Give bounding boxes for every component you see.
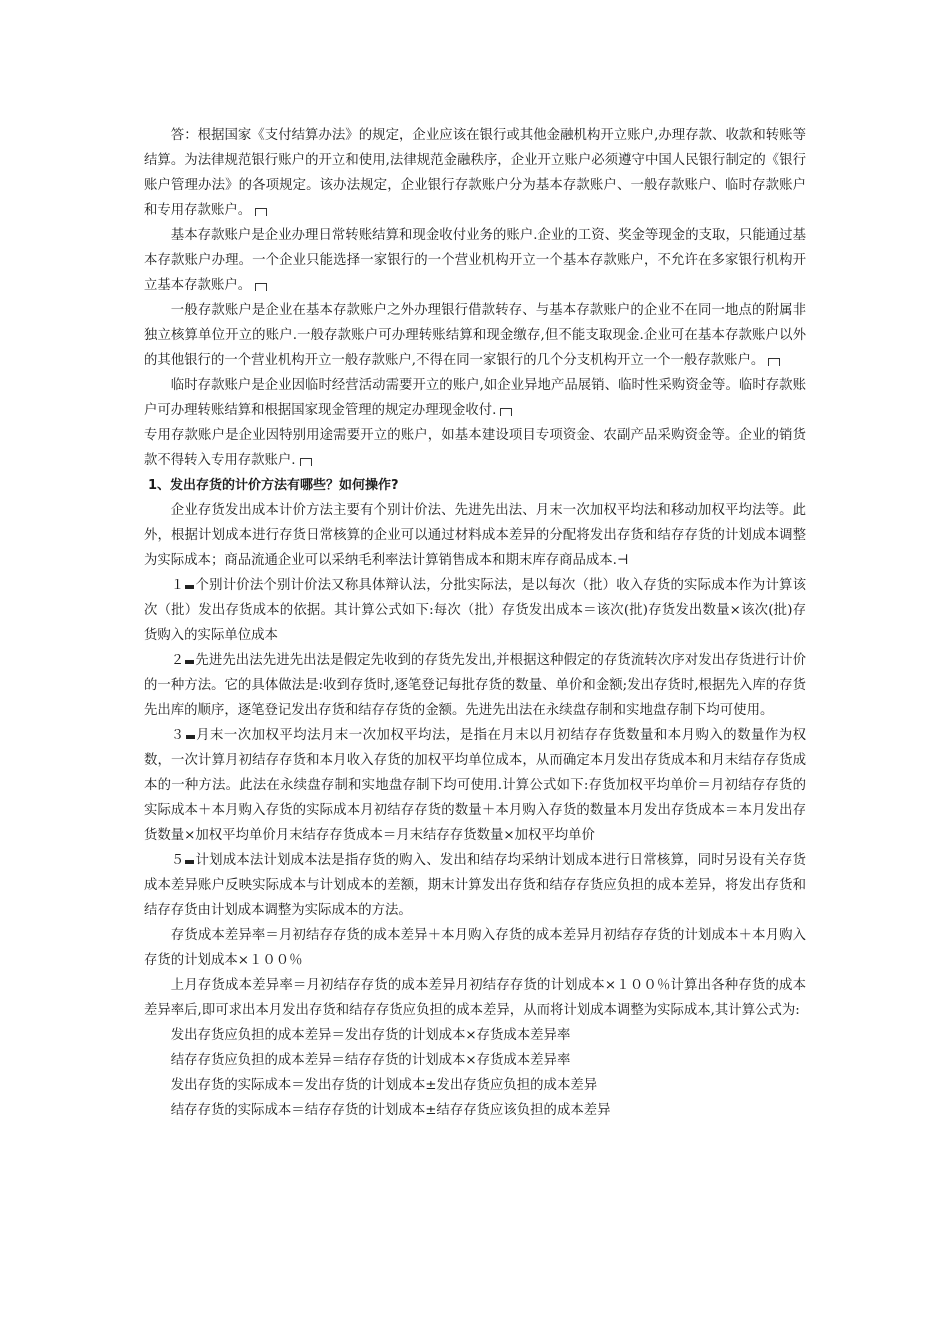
paragraph-planned-cost: ５ 计划成本法计划成本法是指存货的购入、发出和结存均采纳计划成本进行日常核算，同时另设有关存货成本差异账户反映实际成本与计划成本的差额，期末计算发出存货和结存存货应负担的成本差异，将发出存货和结存存货由计划成本调整为实际成本的方法。	[144, 853, 807, 918]
paragraph-basic-account: 基本存款账户是企业办理日常转账结算和现金收付业务的账户.企业的工资、奖金等现金的支取，只能通过基本存款账户办理。一个企业只能选择一家银行的一个营业机构开立一个基本存款账户，不允许在多家银行机构开立基本存款账户。	[144, 228, 806, 293]
list-bullet-icon	[185, 585, 194, 589]
paragraph-mark-icon	[500, 408, 512, 416]
paragraph-variance-rate: 存货成本差异率＝月初结存存货的成本差异＋本月购入存货的成本差异月初结存存货的计划成本＋本月购入存货的计划成本×１００％	[144, 928, 806, 968]
list-bullet-icon	[186, 735, 195, 739]
paragraph-mark-icon	[255, 283, 267, 291]
paragraph-fifo: ２ 先进先出法先进先出法是假定先收到的存货先发出,并根据这种假定的存货流转次序对发出存货进行计价的一种方法。它的具体做法是:收到存货时,逐笔登记每批存货的数量、单价和金额;发出存货时,根据先入库的存货先出库的顺序，逐笔登记发出存货和结存存货的金额。先进先出法在永续盘存制和实地盘存制下均可使用。	[144, 653, 806, 718]
document-page	[144, 123, 806, 1123]
paragraph-last-month-variance: 上月存货成本差异率＝月初结存存货的成本差异月初结存存货的计划成本×１００％计算出各种存货的成本差异率后,即可求出本月发出存货和结存存货应负担的成本差异，从而将计划成本调整为实际成本,其计算公式为:	[144, 978, 806, 1018]
paragraph-special-account: 专用存款账户是企业因特别用途需要开立的账户，如基本建设项目专项资金、农副产品采购资金等。企业的销货款不得转入专用存款账户.	[144, 428, 806, 468]
list-bullet-icon	[185, 860, 194, 864]
formula-remaining-variance: 结存存货应负担的成本差异＝结存存货的计划成本×存货成本差异率	[170, 1053, 571, 1068]
formula-issued-variance: 发出存货应负担的成本差异＝发出存货的计划成本×存货成本差异率	[170, 1028, 571, 1043]
tab-mark-icon: ⊣	[616, 553, 629, 568]
paragraph-mark-icon	[300, 458, 312, 466]
list-bullet-icon	[185, 660, 194, 664]
section-heading: 1、发出存货的计价方法有哪些？如何操作?	[148, 478, 399, 493]
formula-remaining-actual-cost: 结存存货的实际成本＝结存存货的计划成本±结存存货应该负担的成本差异	[170, 1103, 611, 1118]
paragraph-weighted-average: ３ 月末一次加权平均法月末一次加权平均法，是指在月末以月初结存存货数量和本月购入的数量作为权数，一次计算月初结存存货和本月收入存货的加权平均单位成本，从而确定本月发出存货成本和月末结存存货成本的一种方法。此法在永续盘存制和实地盘存制下均可使用.计算公式如下:存货加权平均单价＝月初结存存货的实际成本＋本月购入存货的实际成本月初结存存货的数量＋本月购入存货的数量本月发出存货成本＝本月发出存货数量×加权平均单价月末结存存货成本＝月末结存存货数量×加权平均单价	[144, 728, 807, 843]
paragraph-mark-icon	[768, 358, 780, 366]
formula-issued-actual-cost: 发出存货的实际成本＝发出存货的计划成本±发出存货应负担的成本差异	[170, 1078, 598, 1093]
paragraph-temporary-account: 临时存款账户是企业因临时经营活动需要开立的账户,如企业异地产品展销、临时性采购资金等。临时存款账户可办理转账结算和根据国家现金管理的规定办理现金收付.	[144, 378, 806, 418]
paragraph-answer-intro: 答：根据国家《支付结算办法》的规定，企业应该在银行或其他金融机构开立账户,办理存款、收款和转账等结算。为法律规范银行账户的开立和使用,法律规范金融秩序，企业开立账户必须遵守中国人民银行制定的《银行账户管理办法》的各项规定。该办法规定，企业银行存款账户分为基本存款账户、一般存款账户、临时存款账户和专用存款账户。	[144, 128, 806, 218]
paragraph-specific-identification: １ 个别计价法个别计价法又称具体辩认法，分批实际法，是以每次（批）收入存货的实际成本作为计算该次（批）发出存货成本的依据。其计算公式如下:每次（批）存货发出成本＝该次(批)存货发出数量×该次(批)存货购入的实际单位成本	[144, 578, 807, 643]
paragraph-valuation-methods: 企业存货发出成本计价方法主要有个别计价法、先进先出法、月末一次加权平均法和移动加权平均法等。此外，根据计划成本进行存货日常核算的企业可以通过材料成本差异的分配将发出存货和结存存货的计划成本调整为实际成本；商品流通企业可以采纳毛利率法计算销售成本和期末库存商品成本.⊣	[144, 503, 806, 568]
paragraph-mark-icon	[255, 208, 267, 216]
paragraph-general-account: 一般存款账户是企业在基本存款账户之外办理银行借款转存、与基本存款账户的企业不在同一地点的附属非独立核算单位开立的账户.一般存款账户可办理转账结算和现金缴存,但不能支取现金.企业可在基本存款账户以外的其他银行的一个营业机构开立一般存款账户,不得在同一家银行的几个分支机构开立一个一般存款账户。	[144, 303, 806, 368]
